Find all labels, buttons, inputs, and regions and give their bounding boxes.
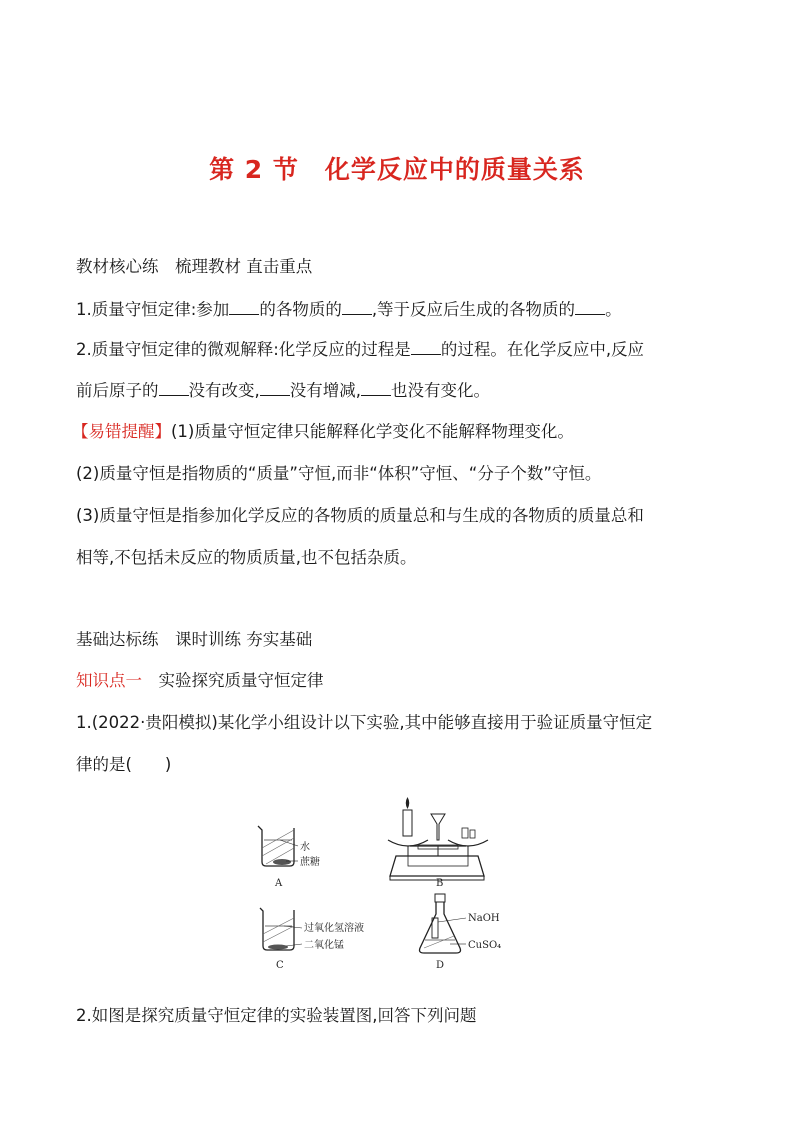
label-cuso4: CuSO₄ [468,940,502,951]
tip-line-1 [72,418,574,442]
section-heading-basic: 基础达标练 课时训练 夯实基础 [76,630,313,649]
apparatus-a [258,826,320,889]
knowledge-point-heading [76,667,324,691]
question-2-line-1 [76,336,644,360]
q1-text-b: 的各物质的 [259,300,342,319]
label-mno2: 二氧化锰 [304,940,344,951]
exercise-2: 2.如图是探究质量守恒定律的实验装置图,回答下列问题 [76,1006,477,1025]
q2-text-b: 的过程。在化学反应中,反应 [440,340,645,359]
question-1 [76,296,622,320]
q1-text-d: 。 [605,300,622,319]
apparatus-b [388,797,488,889]
tip-label: 【易错提醒】 [72,422,171,441]
experiment-diagram [240,790,540,980]
tip-1: (1)质量守恒定律只能解释化学变化不能解释物理变化。 [171,422,574,441]
q1-text-c: ,等于反应后生成的各物质的 [371,300,576,319]
label-d: D [436,960,445,971]
answer-blank[interactable] [361,380,391,396]
q2-text-d: 没有改变, [188,381,260,400]
answer-blank[interactable] [260,380,290,396]
answer-blank[interactable] [411,339,441,355]
answer-blank[interactable] [229,299,259,315]
apparatus-c [260,908,364,971]
q2-text-a: 2.质量守恒定律的微观解释:化学反应的过程是 [76,340,411,359]
knowledge-point-label: 知识点一 [76,671,142,690]
answer-blank[interactable] [342,299,372,315]
exercise-1-line-1: 1.(2022·贵阳模拟)某化学小组设计以下实验,其中能够直接用于验证质量守恒定 [76,713,653,732]
tip-3-line-2: 相等,不包括未反应的物质质量,也不包括杂质。 [76,548,417,567]
label-naoh: NaOH [468,913,500,924]
section-heading-core: 教材核心练 梳理教材 直击重点 [76,257,313,276]
page-title: 第 2 节 化学反应中的质量关系 [209,155,585,184]
answer-blank[interactable] [159,380,189,396]
q2-text-f: 也没有变化。 [391,381,490,400]
knowledge-point-title: 实验探究质量守恒定律 [142,671,324,690]
label-a: A [275,878,283,889]
q2-text-e: 没有增减, [289,381,361,400]
label-b: B [436,878,444,889]
label-sugar: 蔗糖 [300,857,320,868]
experiment-figure [240,790,540,980]
q2-text-c: 前后原子的 [76,381,159,400]
tip-3-line-1: (3)质量守恒是指参加化学反应的各物质的质量总和与生成的各物质的质量总和 [76,506,644,525]
label-c: C [276,960,284,971]
answer-blank[interactable] [575,299,605,315]
label-water: 水 [300,842,310,853]
q1-text-a: 1.质量守恒定律:参加 [76,300,230,319]
apparatus-d [420,894,502,971]
question-2-line-2 [76,377,490,401]
label-h2o2: 过氧化氢溶液 [304,923,364,934]
exercise-1-line-2: 律的是( ) [76,755,172,774]
tip-2: (2)质量守恒是指物质的“质量”守恒,而非“体积”守恒、“分子个数”守恒。 [76,464,602,483]
